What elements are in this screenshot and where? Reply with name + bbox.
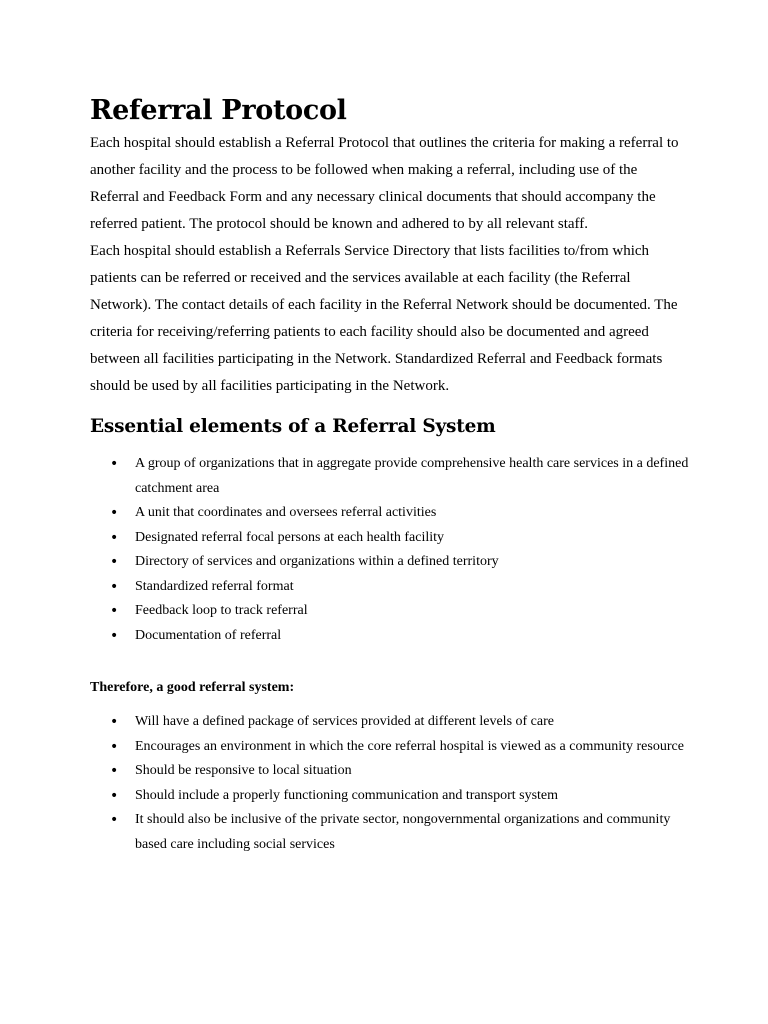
list-item-text: Designated referral focal persons at each health facility: [135, 529, 445, 545]
bullet-icon: •: [110, 738, 119, 755]
bullet-icon: •: [110, 627, 119, 644]
good-system-list: [90, 710, 690, 857]
list-item-text: A group of organizations that in aggregate provide comprehensive health care services in a defined catchment area: [135, 456, 689, 496]
list-item-text: Feedback loop to track referral: [135, 603, 308, 618]
bullet-icon: •: [110, 554, 119, 570]
paragraph-referral-directory: Each hospital should establish a Referrals Service Directory that lists facilities to/from which patients can be referred or received and the services available at each facility (the Referral Network). The contact details of each facility in the Referral Network should be documented. The criteria for receiving/referring patients to each facility should also be documented and agreed between all facilities participating in the Network. Standardized Referral and Feedback formats should be used by all facilities participating in the Network.: [90, 243, 678, 394]
good-system-label: Therefore, a good referral system:: [90, 680, 295, 695]
list-item-text: It should also be inclusive of the private sector, nongovernmental organizations and community based care including social services: [135, 812, 671, 852]
list-item: [90, 808, 690, 857]
list-item: [90, 550, 690, 575]
bullet-icon: •: [110, 714, 119, 730]
list-item: [90, 710, 690, 735]
bullet-icon: •: [110, 603, 119, 619]
essential-elements-list: [90, 452, 690, 648]
document-page: [90, 92, 690, 857]
list-item-text: Documentation of referral: [135, 627, 282, 643]
list-item: [90, 501, 690, 526]
list-item-text: Should be responsive to local situation: [135, 763, 352, 778]
paragraph-referral-protocol: Each hospital should establish a Referral Protocol that outlines the criteria for making a referral to another facility and the process to be followed when making a referral, including use of the Referral and Feedback Form and any necessary clinical documents that should accompany the referred patient. The protocol should be known and adhered to by all relevant staff.: [90, 135, 679, 232]
list-item-text: Should include a properly functioning communication and transport system: [135, 787, 559, 803]
list-item-text: Will have a defined package of services provided at different levels of care: [135, 714, 554, 729]
list-item: [90, 452, 690, 501]
list-item-text: A unit that coordinates and oversees referral activities: [135, 505, 437, 520]
list-item: [90, 759, 690, 784]
bullet-icon: •: [110, 578, 119, 595]
list-item-text: Standardized referral format: [135, 578, 294, 594]
list-item: [90, 599, 690, 624]
list-item: [90, 624, 690, 649]
section-heading: Essential elements of a Referral System: [90, 416, 496, 437]
bullet-icon: •: [110, 787, 119, 804]
page-title: Referral Protocol: [90, 95, 347, 126]
bullet-icon: •: [110, 763, 119, 779]
bullet-icon: •: [110, 529, 119, 546]
list-item-text: Encourages an environment in which the core referral hospital is viewed as a community resource: [135, 738, 684, 754]
list-item: [90, 735, 690, 760]
list-item: [90, 526, 690, 551]
list-item: [90, 575, 690, 600]
bullet-icon: •: [110, 505, 119, 521]
bullet-icon: •: [110, 812, 119, 828]
list-item: [90, 784, 690, 809]
bullet-icon: •: [110, 456, 119, 472]
list-item-text: Directory of services and organizations within a defined territory: [135, 554, 499, 569]
